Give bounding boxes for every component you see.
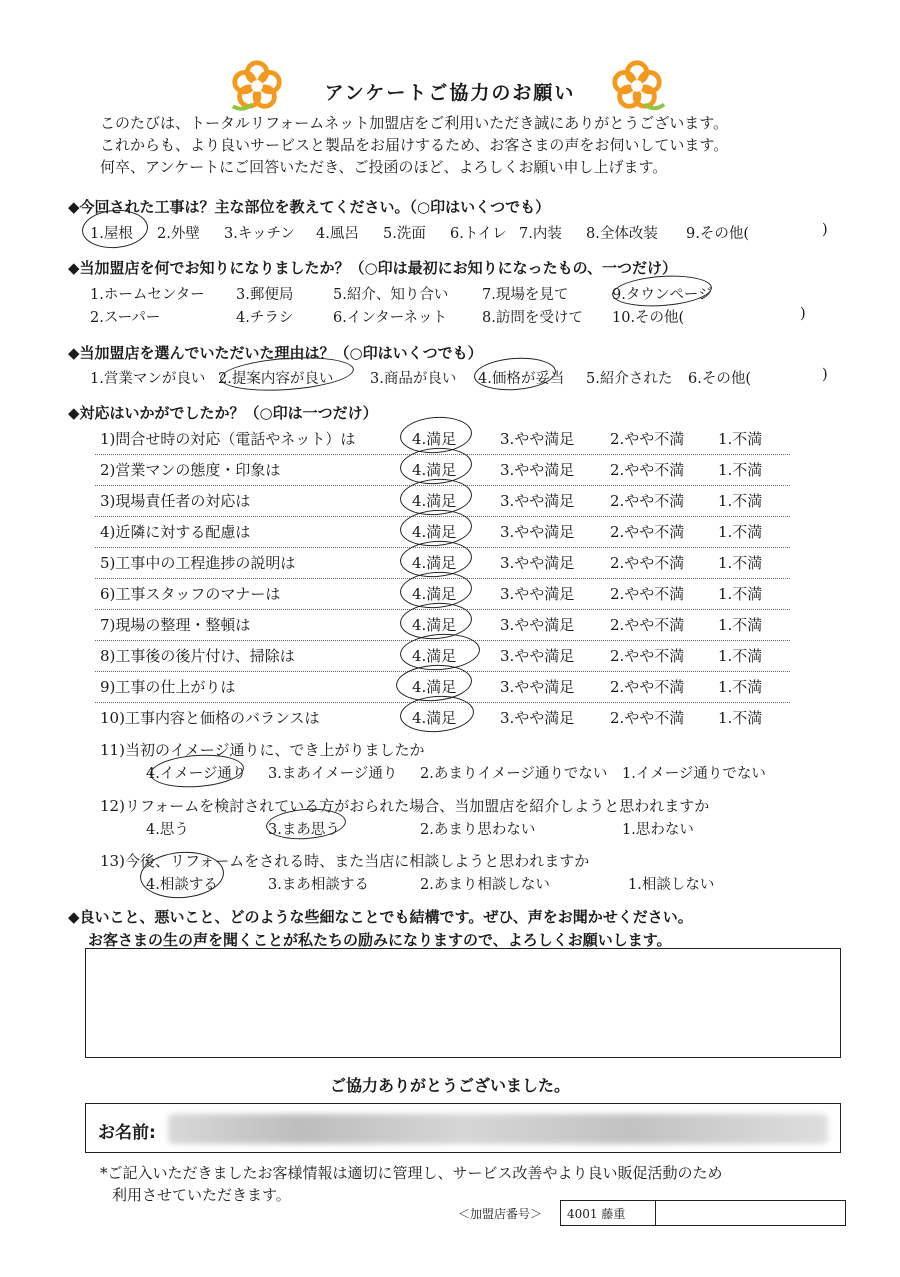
q13-option[interactable]: 4.相談する (146, 877, 218, 893)
rating-row-label: 3)現場責任者の対応は (100, 492, 251, 510)
rating-somewhat-satisfied[interactable]: 3.やや満足 (500, 554, 575, 572)
q3-question: ◆当加盟店を選んでいただいた理由は？（○印はいくつでも） (68, 344, 483, 362)
row-divider (95, 702, 790, 703)
rating-satisfied[interactable]: 4.満足 (412, 461, 457, 479)
rating-somewhat-satisfied[interactable]: 3.やや満足 (500, 647, 575, 665)
rating-row-label: 9)工事の仕上がりは (100, 678, 236, 696)
rating-satisfied[interactable]: 4.満足 (412, 492, 457, 510)
intro-line: このたびは、トータルリフォームネット加盟店をご利用いただき誠にありがとうございます。 (100, 114, 729, 132)
q12-option[interactable]: 2.あまり思わない (420, 822, 536, 838)
rating-somewhat-dissatisfied[interactable]: 2.やや不満 (610, 709, 685, 727)
rating-somewhat-dissatisfied[interactable]: 2.やや不満 (610, 616, 685, 634)
rating-satisfied[interactable]: 4.満足 (412, 647, 457, 665)
rating-satisfied[interactable]: 4.満足 (412, 554, 457, 572)
rating-row-label: 10)工事内容と価格のバランスは (100, 709, 320, 727)
rating-somewhat-satisfied[interactable]: 3.やや満足 (500, 585, 575, 603)
q2-option[interactable]: 1.ホームセンター (90, 287, 205, 303)
rating-satisfied[interactable]: 4.満足 (412, 709, 457, 727)
rating-row-label: 2)営業マンの態度・印象は (100, 461, 281, 479)
name-field[interactable] (85, 1103, 841, 1153)
q3-option[interactable]: 1.営業マンが良い (90, 371, 206, 387)
row-divider (95, 578, 790, 579)
footnote-line: *ご記入いただきましたお客様情報は適切に管理し、サービス改善やより良い販促活動のため (100, 1164, 723, 1182)
q3-option[interactable]: 2.提案内容が良い (218, 371, 334, 387)
row-divider (95, 485, 790, 486)
q1-option[interactable]: 1.屋根 (90, 226, 133, 242)
q3-option[interactable]: 4.価格が妥当 (478, 371, 565, 387)
name-redacted (168, 1114, 828, 1144)
rating-somewhat-satisfied[interactable]: 3.やや満足 (500, 461, 575, 479)
row-divider (95, 454, 790, 455)
store-number-blank (656, 1201, 845, 1225)
rating-satisfied[interactable]: 4.満足 (412, 523, 457, 541)
q1-option[interactable]: 3.キッチン (224, 226, 295, 242)
q2-option[interactable]: 7.現場を見て (482, 287, 569, 303)
rating-somewhat-dissatisfied[interactable]: 2.やや不満 (610, 523, 685, 541)
rating-dissatisfied[interactable]: 1.不満 (718, 678, 763, 696)
rating-somewhat-satisfied[interactable]: 3.やや満足 (500, 492, 575, 510)
rating-somewhat-dissatisfied[interactable]: 2.やや不満 (610, 461, 685, 479)
comments-prompt: ◆良いこと、悪いこと、どのような些細なことでも結構です。ぜひ、声をお聞かせください。 (68, 908, 693, 926)
q2-option[interactable]: 8.訪問を受けて (482, 310, 583, 326)
rating-dissatisfied[interactable]: 1.不満 (718, 585, 763, 603)
rating-dissatisfied[interactable]: 1.不満 (718, 492, 763, 510)
rating-row-label: 8)工事後の後片付け、掃除は (100, 647, 295, 665)
rating-dissatisfied[interactable]: 1.不満 (718, 461, 763, 479)
name-label: お名前: (98, 1123, 156, 1143)
row-divider (95, 609, 790, 610)
row-divider (95, 516, 790, 517)
q2-option[interactable]: 3.郵便局 (236, 287, 294, 303)
q12-question: 12)リフォームを検討されている方がおられた場合、当加盟店を紹介しようと思われますか (100, 797, 710, 815)
q3-option[interactable]: 3.商品が良い (370, 371, 457, 387)
rating-somewhat-dissatisfied[interactable]: 2.やや不満 (610, 554, 685, 572)
store-number-label: ＜加盟店番号＞ (458, 1207, 543, 1221)
q13-option[interactable]: 3.まあ相談する (268, 877, 369, 893)
rating-satisfied[interactable]: 4.満足 (412, 616, 457, 634)
rating-somewhat-dissatisfied[interactable]: 2.やや不満 (610, 647, 685, 665)
rating-somewhat-dissatisfied[interactable]: 2.やや不満 (610, 678, 685, 696)
rating-somewhat-satisfied[interactable]: 3.やや満足 (500, 616, 575, 634)
rating-row-label: 5)工事中の工程進捗の説明は (100, 554, 296, 572)
rating-dissatisfied[interactable]: 1.不満 (718, 554, 763, 572)
rating-dissatisfied[interactable]: 1.不満 (718, 647, 763, 665)
rating-somewhat-satisfied[interactable]: 3.やや満足 (500, 709, 575, 727)
rating-row-label: 6)工事スタッフのマナーは (100, 585, 281, 603)
q11-option[interactable]: 2.あまりイメージ通りでない (420, 766, 608, 782)
q13-question: 13)今後、リフォームをされる時、また当店に相談しようと思われますか (100, 852, 590, 870)
comments-prompt-sub: お客さまの生の声を聞くことが私たちの励みになりますので、よろしくお願いします。 (88, 931, 672, 949)
comments-textarea[interactable] (85, 948, 841, 1058)
store-number-box (560, 1200, 846, 1226)
q1-option[interactable]: 4.風呂 (316, 226, 359, 242)
rating-somewhat-dissatisfied[interactable]: 2.やや不満 (610, 585, 685, 603)
q1-option[interactable]: 8.全体改装 (586, 226, 658, 242)
rating-satisfied[interactable]: 4.満足 (412, 585, 457, 603)
footnote-line: 利用させていただきます。 (112, 1186, 291, 1204)
rating-somewhat-satisfied[interactable]: 3.やや満足 (500, 678, 575, 696)
q1-question: ◆今回された工事は？主な部位を教えてください。（○印はいくつでも） (68, 198, 551, 216)
q1-option[interactable]: 5.洗面 (383, 226, 426, 242)
q2-option[interactable]: 10.その他( (612, 310, 685, 326)
rating-somewhat-satisfied[interactable]: 3.やや満足 (500, 430, 575, 448)
q11-option[interactable]: 1.イメージ通りでない (622, 766, 766, 782)
q2-question: ◆当加盟店を何でお知りになりましたか？（○印は最初にお知りになったもの、一つだけ） (68, 259, 678, 277)
rating-dissatisfied[interactable]: 1.不満 (718, 709, 763, 727)
q2-option-close: ) (800, 306, 806, 322)
q11-option[interactable]: 4.イメージ通り (146, 766, 247, 782)
q1-option[interactable]: 2.外壁 (157, 226, 200, 242)
q11-option[interactable]: 3.まあイメージ通り (268, 766, 398, 782)
q3-option[interactable]: 6.その他( (688, 371, 751, 387)
q11-question: 11)当初のイメージ通りに、でき上がりましたか (100, 741, 425, 759)
q1-option[interactable]: 9.その他( (686, 226, 749, 242)
q13-option[interactable]: 1.相談しない (628, 877, 715, 893)
q3-option[interactable]: 5.紹介された (586, 371, 673, 387)
q1-option-close: ) (822, 222, 828, 238)
q2-option[interactable]: 2.スーパー (90, 310, 161, 326)
q12-option[interactable]: 3.まあ思う (268, 822, 340, 838)
q2-option[interactable]: 4.チラシ (236, 310, 294, 326)
q1-option[interactable]: 6.トイレ (450, 226, 507, 242)
rating-satisfied[interactable]: 4.満足 (412, 430, 457, 448)
q1-option[interactable]: 7.内装 (519, 226, 562, 242)
q2-option[interactable]: 5.紹介、知り合い (333, 287, 449, 303)
rating-row-label: 7)現場の整理・整頓は (100, 616, 251, 634)
q2-option[interactable]: 9.タウンページ (612, 287, 713, 303)
rating-row-label: 1)問合せ時の対応（電話やネット）は (100, 430, 356, 448)
intro-line: 何卒、アンケートにご回答いただき、ご投函のほど、よろしくお願い申し上げます。 (100, 158, 668, 176)
q3-option-close: ) (822, 367, 828, 383)
q2-option[interactable]: 6.インターネット (333, 310, 448, 326)
row-divider (95, 640, 790, 641)
intro-text (100, 112, 728, 178)
q12-option[interactable]: 1.思わない (622, 822, 694, 838)
rating-dissatisfied[interactable]: 1.不満 (718, 523, 763, 541)
rating-dissatisfied[interactable]: 1.不満 (718, 616, 763, 634)
rating-somewhat-satisfied[interactable]: 3.やや満足 (500, 523, 575, 541)
rating-somewhat-dissatisfied[interactable]: 2.やや不満 (610, 492, 685, 510)
q13-option[interactable]: 2.あまり相談しない (420, 877, 550, 893)
rating-dissatisfied[interactable]: 1.不満 (718, 430, 763, 448)
q12-option[interactable]: 4.思う (146, 822, 189, 838)
page-title: アンケートご協力のお願い (324, 82, 576, 104)
row-divider (95, 547, 790, 548)
store-number: 4001 藤重 (561, 1201, 656, 1225)
rating-somewhat-dissatisfied[interactable]: 2.やや不満 (610, 430, 685, 448)
intro-line: これからも、より良いサービスと製品をお届けするため、お客さまの声をお伺いしています。 (100, 136, 729, 154)
rating-satisfied[interactable]: 4.満足 (412, 678, 457, 696)
q4-question: ◆対応はいかがでしたか？（○印は一つだけ） (68, 404, 378, 422)
row-divider (95, 671, 790, 672)
thanks-text: ご協力ありがとうございました。 (329, 1076, 570, 1095)
rating-row-label: 4)近隣に対する配慮は (100, 523, 251, 541)
